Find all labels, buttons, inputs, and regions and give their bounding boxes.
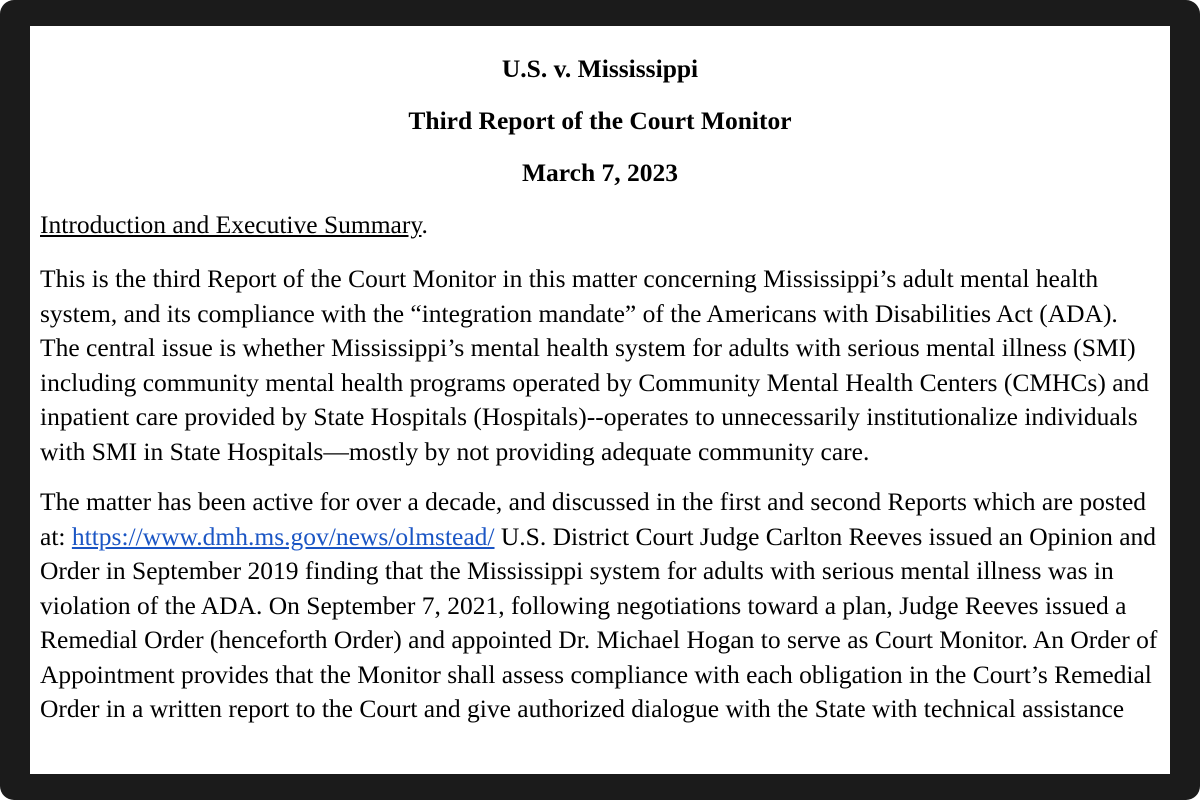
document-date: March 7, 2023 [521, 158, 679, 187]
olmstead-link[interactable]: https://www.dmh.ms.gov/news/olmstead/ [71, 521, 495, 551]
document-body [40, 26, 1160, 727]
document-page [30, 26, 1170, 774]
paragraph-background-text-1: The matter has been active for over a decade, and discussed in the first and second Reports which are posted at: [40, 487, 1147, 551]
document-title: U.S. v. Mississippi [501, 54, 699, 83]
paragraph-background [40, 485, 1160, 727]
section-heading-text: Introduction and Executive Summary [40, 210, 422, 239]
document-subtitle: Third Report of the Court Monitor [408, 106, 792, 135]
section-heading [40, 208, 1160, 242]
paragraph-background-text-2: U.S. District Court Judge Carlton Reeves issued an Opinion and Order in September 2019 finding that the Mississippi system for adults with serious mental illness was in violation of the ADA. On September 7, 2021, following negotiations toward a plan, Judge Reeves issued a Remedial Order (henceforth Order) and appointed Dr. Michael Hogan to serve as Court Monitor. An Order of Appointment provides that the Monitor shall assess compliance with each obligation in the Court’s Remedial Order in a written report to the Court and give authorized dialogue with the State with technical assistance [40, 521, 1158, 723]
paragraph-intro: This is the third Report of the Court Monitor in this matter concerning Mississippi’s adult mental health system, and its compliance with the “integration mandate” of the Americans with Disabilities Act (ADA). The central issue is whether Mississippi’s mental health system for adults with serious mental illness (SMI) including community mental health programs operated by Community Mental Health Centers (CMHCs) and inpatient care provided by State Hospitals (Hospitals)--operates to unnecessarily institutionalize individuals with SMI in State Hospitals—mostly by not providing adequate community care. [40, 264, 1150, 466]
section-heading-punct: . [421, 210, 428, 239]
